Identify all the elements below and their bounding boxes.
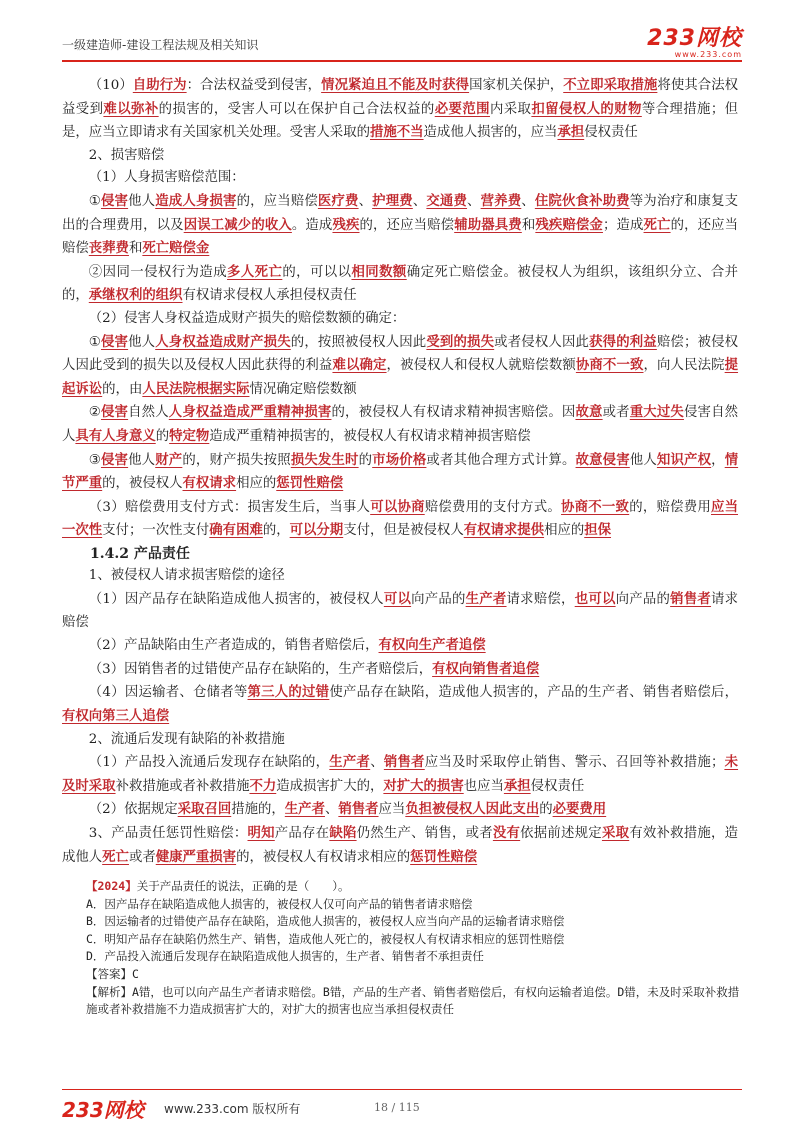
page-number: 18 / 115 — [374, 1101, 420, 1114]
paragraph-remedy-2: （2）依据规定采取召回措施的，生产者、销售者应当负担被侵权人因此支出的必要费用 — [88, 801, 607, 818]
heading-remedial-measures: 2、流通后发现有缺陷的补救措施 — [88, 731, 285, 747]
paragraph-punitive-damages: 3、产品责任惩罚性赔偿：明知产品存在缺陷仍然生产、销售，或者没有依据前述规定采取有效补救措施，造成他人死亡或者健康严重损害的，被侵权人有权请求相应的惩罚性赔偿 — [62, 825, 739, 865]
page-footer — [62, 1094, 742, 1122]
paragraph-mental-damage: ②侵害自然人人身权益造成严重精神损害的，被侵权人有权请求精神损害赔偿。因故意或者重大过失侵害自然人具有人身意义的特定物造成严重精神损害的，被侵权人有权请求精神损害赔偿 — [62, 404, 739, 444]
answer-line: 【答案】C — [86, 966, 139, 981]
option-b: B．因运输者的过错使产品存在缺陷，造成他人损害的，被侵权人应当向产品的运输者请求赔偿 — [86, 914, 565, 929]
document-body — [62, 74, 738, 869]
paragraph-claim-2: （2）产品缺陷由生产者造成的，销售者赔偿后，有权向生产者追偿 — [88, 637, 486, 654]
analysis-text: 【解析】A错，也可以向产品生产者请求赔偿。B错，产品的生产者、销售者赔偿后，有权向运输者追偿。D错，未及时采取补救措施或者补救措施不力造成损害扩大的，对扩大的损害也应当承担侵权责任 — [86, 984, 740, 1017]
paragraph-claim-3: （3）因销售者的过错使产品存在缺陷的，生产者赔偿后，有权向销售者追偿 — [88, 660, 540, 677]
subheading-personal-injury: （1）人身损害赔偿范围： — [88, 170, 245, 186]
paragraph-property-damage: ③侵害他人财产的，财产损失按照损失发生时的市场价格或者其他合理方式计算。故意侵害他人知识产权，情节严重的，被侵权人有权请求相应的惩罚性赔偿 — [62, 451, 739, 492]
paragraph-injury-scope: ①侵害他人造成人身损害的，应当赔偿医疗费、护理费、交通费、营养费、住院伙食补助费等为治疗和康复支出的合理费用，以及因误工减少的收入。造成残疾的，还应当赔偿辅助器具费和残疾赔偿金；造成死亡的，还应当赔偿丧葬费和死亡赔偿金 — [62, 192, 739, 257]
page-header — [62, 28, 742, 60]
header-divider — [62, 60, 742, 62]
footer-divider — [62, 1089, 742, 1090]
section-title-product-liability: 1.4.2 产品责任 — [90, 545, 190, 562]
paragraph-claim-4: （4）因运输者、仓储者等第三人的过错使产品存在缺陷，造成他人损害的，产品的生产者、销售者赔偿后，有权向第三人追偿 — [62, 684, 739, 725]
footer-copyright: www.233.com 版权所有 — [164, 1102, 301, 1116]
paragraph-self-help: （10）自助行为：合法权益受到侵害，情况紧迫且不能及时获得国家机关保护，不立即采取措施将使其合法权益受到难以弥补的损害的，受害人可以在保护自己合法权益的必要范围内采取扣留侵权人的财物等合理措施；但是，应当立即请求有关国家机关处理。受害人采取的措施不当造成他人损害的，应当承担侵权责任 — [62, 77, 739, 141]
exam-question-block — [86, 878, 746, 1019]
header-title: 一级建造师-建设工程法规及相关知识 — [62, 38, 259, 52]
option-d: D．产品投入流通后发现存在缺陷造成他人损害的，生产者、销售者不承担责任 — [86, 949, 484, 964]
option-a: A．因产品存在缺陷造成他人损害的，被侵权人仅可向产品的销售者请求赔偿 — [86, 896, 473, 911]
paragraph-claim-1: （1）因产品存在缺陷造成他人损害的，被侵权人可以向产品的生产者请求赔偿，也可以向产品的销售者请求赔偿 — [62, 591, 739, 630]
heading-damages: 2、损害赔偿 — [88, 147, 165, 163]
option-c: C．明知产品存在缺陷仍然生产、销售，造成他人死亡的，被侵权人有权请求相应的惩罚性赔偿 — [86, 931, 565, 946]
paragraph-remedy-1: （1）产品投入流通后发现存在缺陷的，生产者、销售者应当及时采取停止销售、警示、召回等补救措施；未及时采取补救措施或者补救措施不力造成损害扩大的，对扩大的损害也应当承担侵权责任 — [62, 754, 739, 794]
paragraph-loss-amount: ①侵害他人人身权益造成财产损失的，按照被侵权人因此受到的损失或者侵权人因此获得的利益赔偿；被侵权人因此受到的损失以及侵权人因此获得的利益难以确定，被侵权人和侵权人就赔偿数额协商不一致，向人民法院提起诉讼的，由人民法院根据实际情况确定赔偿数额 — [62, 333, 739, 397]
heading-claim-routes: 1、被侵权人请求损害赔偿的途径 — [88, 568, 285, 584]
question-stem: 【2024】关于产品责任的说法，正确的是（ ）。 — [86, 879, 350, 893]
footer-logo: 233网校 — [62, 1098, 144, 1122]
paragraph-payment-method: （3）赔偿费用支付方式：损害发生后，当事人可以协商赔偿费用的支付方式。协商不一致的，赔偿费用应当一次性支付；一次性支付确有困难的，可以分期支付，但是被侵权人有权请求提供相应的担保 — [62, 498, 739, 539]
subheading-property-loss: （2）侵害人身权益造成财产损失的赔偿数额的确定： — [88, 310, 406, 326]
paragraph-multiple-deaths: ②因同一侵权行为造成多人死亡的，可以以相同数额确定死亡赔偿金。被侵权人为组织，该组织分立、合并的，承继权利的组织有权请求侵权人承担侵权责任 — [62, 263, 739, 304]
question-year-tag: 【2024】 — [86, 879, 137, 893]
brand-logo: 233网校 www.233.com — [647, 26, 742, 59]
answer-value: C — [132, 966, 139, 981]
